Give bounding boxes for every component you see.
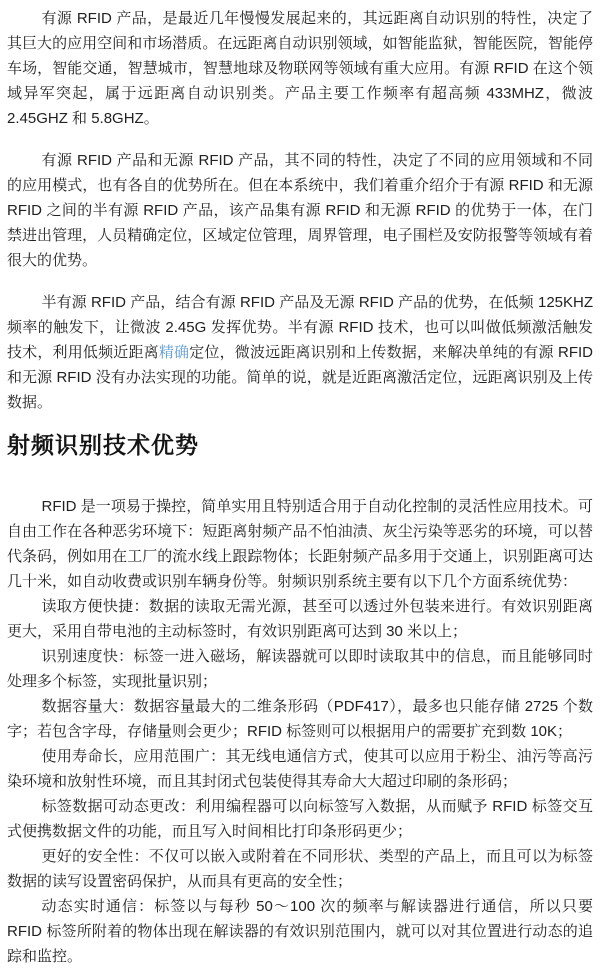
intro-paragraph-2: 有源 RFID 产品和无源 RFID 产品，其不同的特性，决定了不同的应用领域和不同的应用模式，也有各自的优势所在。但在本系统中，我们着重介绍介于有源 RFID 和无源 RFID 之间的半有源 RFID 产品，该产品集有源 RFID 和无源 RFID 的优势于一体，在门禁进出管理，人员精确定位，区域定位管理，周界管理，电子围栏及安防报警等领域有着很大的优势。	[7, 152, 593, 269]
advantage-item-identify-speed: 识别速度快：标签一进入磁场，解读器就可以即时读取其中的信息，而且能够同时处理多个标签，实现批量识别；	[7, 648, 593, 690]
paragraph-text-after-highlight: 定位，微波远距离识别和上传数据，来解决单纯的有源 RFID 和无源 RFID 没有办法实现的功能。简单的说，就是近距离激活定位，远距离识别及上传数据。	[7, 344, 593, 411]
paragraph-text-before-highlight: 半有源 RFID 产品，结合有源 RFID 产品及无源 RFID 产品的优势，在低频 125KHZ 频率的触发下，让微波 2.45G 发挥优势。半有源 RFID 技术，也可以叫做低频激活触发技术，利用低频近距离	[7, 294, 593, 361]
intro-paragraph-1: 有源 RFID 产品，是最近几年慢慢发展起来的，其远距离自动识别的特性，决定了其巨大的应用空间和市场潜质。在远距离自动识别领域，如智能监狱，智能医院，智能停车场，智能交通，智慧城市，智慧地球及物联网等领域有重大应用。有源 RFID 在这个领域异军突起，属于远距离自动识别类。产品主要工作频率有超高频 433MHZ，微波 2.45GHZ 和 5.8GHZ。	[7, 10, 593, 127]
highlighted-term-link[interactable]: 精确	[158, 344, 190, 361]
advantage-item-dynamic-tag-data: 标签数据可动态更改：利用编程器可以向标签写入数据，从而赋予 RFID 标签交互式便携数据文件的功能，而且写入时间相比打印条形码更少；	[7, 798, 593, 840]
advantage-item-read-convenience: 读取方便快捷：数据的读取无需光源，甚至可以透过外包装来进行。有效识别距离更大，采用自带电池的主动标签时，有效识别距离可达到 30 米以上；	[7, 598, 593, 640]
advantage-item-better-security: 更好的安全性：不仅可以嵌入或附着在不同形状、类型的产品上，而且可以为标签数据的读写设置密码保护，从而具有更高的安全性；	[7, 848, 593, 890]
advantage-item-long-lifespan: 使用寿命长，应用范围广：其无线电通信方式，使其可以应用于粉尘、油污等高污染环境和放射性环境，而且其封闭式包装使得其寿命大大超过印刷的条形码；	[7, 748, 593, 790]
intro-paragraph-3	[7, 290, 593, 415]
advantage-item-data-capacity: 数据容量大：数据容量最大的二维条形码（PDF417），最多也只能存储 2725 个数字；若包含字母，存储量则会更少；RFID 标签则可以根据用户的需要扩充到数 10K；	[7, 698, 593, 740]
section-heading: 射频识别技术优势	[7, 432, 199, 458]
advantage-item-realtime-communication: 动态实时通信：标签以与每秒 50～100 次的频率与解读器进行通信，所以只要 RFID 标签所附着的物体出现在解读器的有效识别范围内，就可以对其位置进行动态的追踪和监控。	[7, 898, 593, 965]
section-lead-paragraph: RFID 是一项易于操控，简单实用且特别适合用于自动化控制的灵活性应用技术。可自由工作在各种恶劣环境下：短距离射频产品不怕油渍、灰尘污染等恶劣的环境，可以替代条码，例如用在工厂的流水线上跟踪物体；长距射频产品多用于交通上，识别距离可达几十米，如自动收费或识别车辆身份等。射频识别系统主要有以下几个方面系统优势：	[7, 498, 593, 590]
